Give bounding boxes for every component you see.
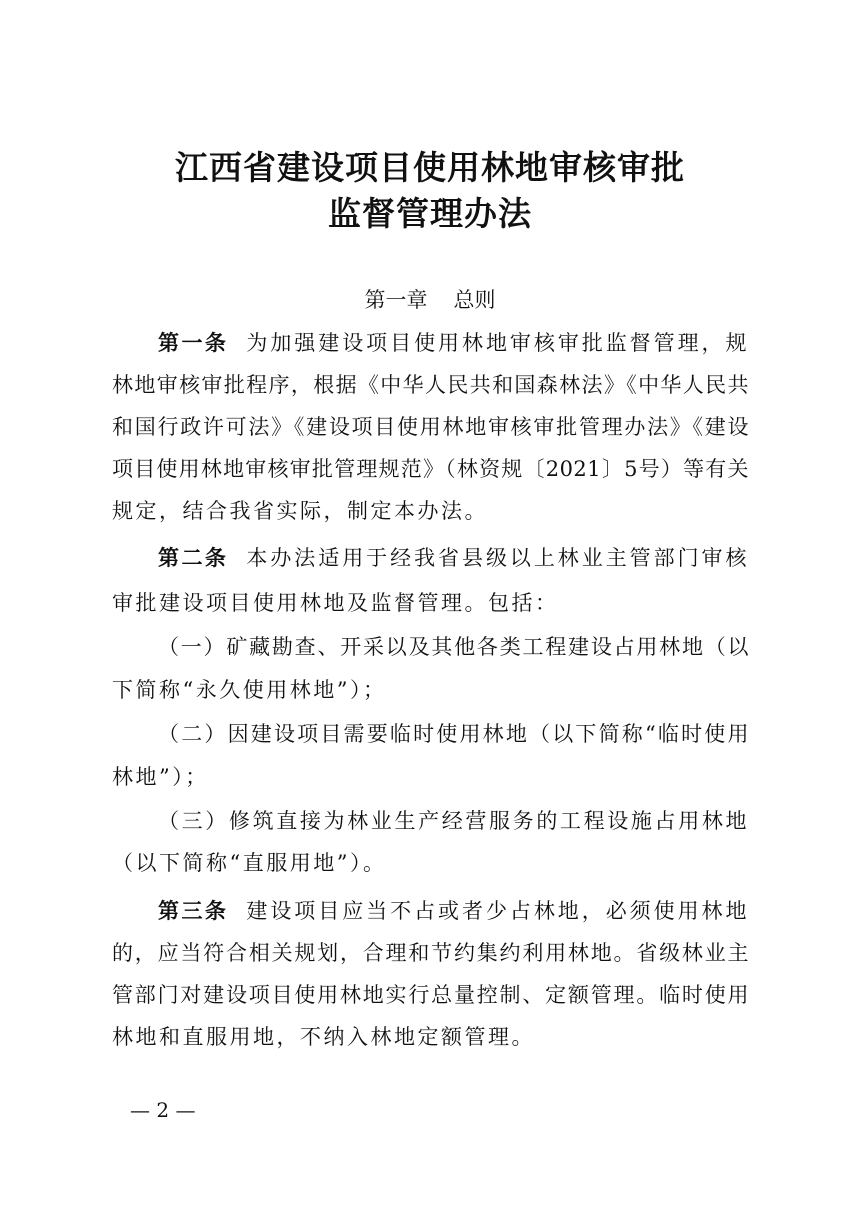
article-1-text-1: 为加强建设项目使用林地审核审批监督管理，规: [246, 331, 749, 355]
article-3-line-2: [112, 938, 749, 968]
article-3-text-4: 林地和直服用地，不纳入林地定额管理。: [112, 1025, 535, 1049]
article-2-head: 第二条: [158, 546, 229, 570]
article-1-text-5: 规定，结合我省实际，制定本办法。: [112, 499, 488, 523]
article-2-line-5: [158, 719, 749, 749]
article-1-text-3: 和国行政许可法》《建设项目使用林地审核审批管理办法》《建设: [112, 415, 749, 439]
article-1-line-2: [112, 370, 749, 400]
article-1-head: 第一条: [158, 331, 229, 355]
article-2-text-3: （一）矿藏勘查、开采以及其他各类工程建设占用林地（以: [158, 635, 749, 659]
article-2-text-4: 下简称“永久使用林地”）；: [112, 678, 387, 702]
document-title-line-2: 监督管理办法: [328, 194, 532, 233]
article-2-line-4: [112, 675, 749, 705]
article-1-line-3: [112, 412, 749, 442]
article-2-text-8: （以下简称“直服用地”）。: [112, 851, 387, 875]
article-2-line-2: [112, 588, 749, 618]
article-3-head: 第三条: [158, 899, 229, 923]
article-2-line-3: [158, 632, 749, 662]
article-2-text-5: （二）因建设项目需要临时使用林地（以下简称“临时使用: [158, 722, 749, 746]
article-1-line-5: [112, 496, 749, 526]
article-2-line-1: [158, 543, 749, 573]
article-2-line-7: [158, 806, 749, 836]
page-number: — 2 —: [130, 1098, 196, 1122]
article-3-text-1: 建设项目应当不占或者少占林地，必须使用林地: [246, 899, 749, 923]
chapter-name: 总则: [453, 288, 496, 312]
article-1-text-4: 项目使用林地审核审批管理规范》（林资规〔2021〕5号）等有关: [112, 457, 749, 481]
article-3-text-3: 管部门对建设项目使用林地实行总量控制、定额管理。临时使用: [112, 983, 749, 1007]
article-2-line-6: [112, 762, 749, 792]
article-2-text-7: （三）修筑直接为林业生产经营服务的工程设施占用林地: [158, 809, 749, 833]
document-title-line-1: 江西省建设项目使用林地审核审批: [175, 148, 685, 187]
article-2-text-1: 本办法适用于经我省县级以上林业主管部门审核: [246, 546, 749, 570]
article-1-line-1: [158, 328, 749, 358]
article-2-line-8: [112, 848, 749, 878]
article-1-line-4: [112, 454, 749, 484]
article-3-line-4: [112, 1022, 749, 1052]
article-3-line-3: [112, 980, 749, 1010]
article-2-text-6: 林地”）；: [112, 765, 209, 789]
article-1-text-2: 林地审核审批程序，根据《中华人民共和国森林法》《中华人民共: [112, 373, 749, 397]
article-2-text-2: 审批建设项目使用林地及监督管理。包括：: [112, 591, 559, 615]
article-3-line-1: [158, 896, 749, 926]
chapter-number: 第一章: [364, 288, 428, 312]
chapter-heading: [0, 284, 860, 316]
article-3-text-2: 的，应当符合相关规划，合理和节约集约利用林地。省级林业主: [112, 941, 749, 965]
